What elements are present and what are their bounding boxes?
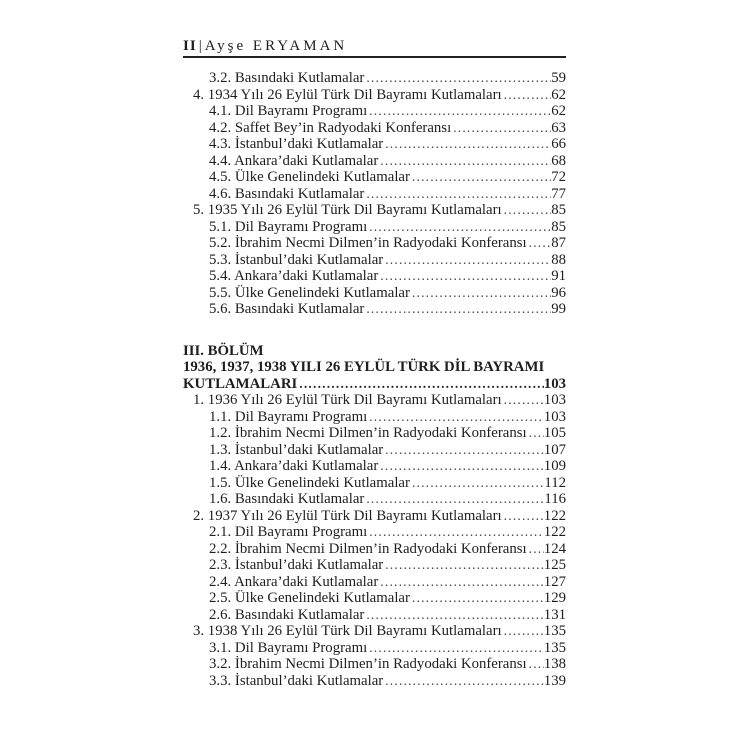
dot-leader (529, 541, 544, 558)
toc-entry-title: 4.5. Ülke Genelindeki Kutlamalar (209, 169, 410, 185)
toc-entry-page-number: 116 (544, 491, 566, 507)
toc-entry-title: 3.2. Basındaki Kutlamalar (209, 70, 365, 86)
dot-leader (504, 202, 552, 219)
toc-entry (183, 673, 566, 690)
toc-entry-title: 1.1. Dil Bayramı Programı (209, 408, 368, 425)
toc-entry-title: 3.2. İbrahim Necmi Dilmen’in Radyodaki Konferansı (209, 656, 527, 672)
dot-leader (504, 392, 544, 409)
toc-entry-title: 1. 1936 Yılı 26 Eylül Türk Dil Bayramı Kutlamaları (193, 392, 502, 408)
toc-entry-page-number: 103 (543, 408, 566, 425)
toc-entry (183, 359, 566, 376)
dot-leader (504, 508, 544, 525)
toc-entry-page-number: 66 (551, 136, 566, 152)
dot-leader (380, 268, 551, 285)
toc-entry-page-number: 135 (543, 639, 566, 656)
dot-leader (369, 524, 544, 541)
toc-entry-title: 3.3. İstanbul’daki Kutlamalar (209, 672, 384, 689)
dot-leader (385, 557, 544, 574)
toc-entry (183, 590, 566, 607)
toc-entry (183, 120, 566, 137)
dot-leader (504, 623, 544, 640)
toc-entry-page-number: 88 (551, 251, 566, 268)
dot-leader (299, 376, 544, 393)
toc-entry-title: 5. 1935 Yılı 26 Eylül Türk Dil Bayramı Kutlamaları (193, 202, 502, 218)
toc-entry-title: 5.1. Dil Bayramı Programı (209, 218, 368, 235)
toc-entry-page-number: 131 (543, 606, 566, 623)
toc-entry-page-number: 107 (543, 441, 566, 458)
toc-entry-title: 1.5. Ülke Genelindeki Kutlamalar (209, 474, 410, 491)
toc-entry (183, 392, 566, 409)
toc-entry-page-number: 109 (543, 458, 566, 474)
toc-entry (183, 153, 566, 170)
toc-entry (183, 640, 566, 657)
toc-entry (183, 623, 566, 640)
toc-entry (183, 425, 566, 442)
toc-entry (183, 524, 566, 541)
toc-entry-page-number: 135 (543, 623, 566, 639)
header-separator: | (198, 38, 202, 54)
toc-entry-page-number: 127 (543, 573, 566, 590)
toc-entry-page-number: 103 (543, 392, 566, 408)
dot-leader (504, 87, 552, 104)
toc-entry-page-number: 112 (544, 474, 566, 491)
toc-list (183, 70, 566, 689)
toc-entry (183, 136, 566, 153)
dot-leader (366, 607, 543, 624)
toc-entry-page-number: 124 (543, 540, 566, 557)
toc-entry-page-number: 125 (543, 557, 566, 573)
header-page-number: II (183, 38, 197, 54)
toc-entry-page-number: 68 (551, 152, 566, 169)
dot-leader (529, 425, 544, 442)
dot-leader (385, 673, 544, 690)
header-author-name: Ayşe ERYAMAN (204, 38, 348, 54)
toc-entry (183, 70, 566, 87)
toc-entry-page-number: 77 (551, 185, 566, 202)
toc-entry-title: 4.2. Saffet Bey’in Radyodaki Konferansı (209, 119, 452, 136)
dot-leader (366, 301, 551, 318)
toc-entry-page-number: 87 (551, 235, 566, 251)
dot-leader (366, 70, 551, 87)
toc-entry-title: 1.4. Ankara’daki Kutlamalar (209, 458, 379, 474)
toc-entry-page-number: 103 (543, 375, 566, 392)
toc-entry (183, 491, 566, 508)
dot-leader (412, 169, 551, 186)
toc-entry-title: 4. 1934 Yılı 26 Eylül Türk Dil Bayramı Kutlamaları (193, 86, 502, 103)
toc-entry-title: 1.3. İstanbul’daki Kutlamalar (209, 441, 384, 458)
toc-entry-page-number: 62 (551, 86, 566, 103)
toc-entry-title: 4.4. Ankara’daki Kutlamalar (209, 152, 379, 169)
toc-entry-page-number: 85 (551, 202, 566, 218)
toc-entry (183, 219, 566, 236)
toc-entry (183, 202, 566, 219)
toc-entry (183, 409, 566, 426)
dot-leader (366, 491, 544, 508)
toc-entry-title: 5.5. Ülke Genelindeki Kutlamalar (209, 284, 410, 301)
toc-entry-title: 2. 1937 Yılı 26 Eylül Türk Dil Bayramı Kutlamaları (193, 507, 502, 524)
toc-entry-title: 4.3. İstanbul’daki Kutlamalar (209, 136, 384, 152)
toc-entry (183, 169, 566, 186)
section-gap (183, 318, 566, 343)
dot-leader (380, 153, 551, 170)
dot-leader (369, 103, 551, 120)
toc-entry-page-number: 63 (551, 119, 566, 136)
toc-entry (183, 475, 566, 492)
toc-entry (183, 186, 566, 203)
toc-entry-title: 2.3. İstanbul’daki Kutlamalar (209, 557, 384, 573)
toc-entry-title: 1.6. Basındaki Kutlamalar (209, 491, 365, 507)
toc-entry (183, 103, 566, 120)
toc-entry-page-number: 129 (543, 590, 566, 606)
toc-entry-page-number: 59 (551, 70, 566, 86)
toc-entry-title: 2.4. Ankara’daki Kutlamalar (209, 573, 379, 590)
toc-entry-page-number: 99 (551, 301, 566, 317)
dot-leader (385, 442, 544, 459)
toc-entry (183, 442, 566, 459)
toc-entry-title: 1.2. İbrahim Necmi Dilmen’in Radyodaki Konferansı (209, 425, 527, 441)
toc-entry-title: 4.6. Basındaki Kutlamalar (209, 185, 365, 202)
dot-leader (412, 285, 551, 302)
page-content (183, 38, 566, 689)
toc-entry-title: 5.6. Basındaki Kutlamalar (209, 301, 365, 317)
dot-leader (385, 252, 551, 269)
toc-entry-page-number: 122 (543, 524, 566, 540)
toc-entry (183, 252, 566, 269)
dot-leader (529, 656, 544, 673)
dot-leader (380, 458, 544, 475)
toc-entry-title: 2.5. Ülke Genelindeki Kutlamalar (209, 590, 410, 606)
toc-entry-page-number: 122 (543, 507, 566, 524)
toc-entry (183, 541, 566, 558)
dot-leader (412, 475, 544, 492)
toc-entry (183, 376, 566, 393)
toc-entry-title: 5.4. Ankara’daki Kutlamalar (209, 268, 379, 284)
toc-entry-page-number: 72 (551, 169, 566, 185)
toc-entry-title: 2.1. Dil Bayramı Programı (209, 524, 368, 540)
dot-leader (369, 219, 551, 236)
toc-entry-title: 3. 1938 Yılı 26 Eylül Türk Dil Bayramı Kutlamaları (193, 623, 502, 639)
toc-entry (183, 557, 566, 574)
dot-leader (412, 590, 544, 607)
toc-entry (183, 343, 566, 360)
toc-entry (183, 508, 566, 525)
toc-entry-page-number: 105 (543, 425, 566, 441)
toc-entry-title: III. BÖLÜM (183, 342, 264, 359)
toc-entry-title: 3.1. Dil Bayramı Programı (209, 639, 368, 656)
toc-entry-page-number: 62 (551, 103, 566, 119)
toc-entry (183, 268, 566, 285)
toc-entry (183, 285, 566, 302)
toc-entry-title: 5.3. İstanbul’daki Kutlamalar (209, 251, 384, 268)
page-header (183, 38, 566, 58)
toc-entry-title: 5.2. İbrahim Necmi Dilmen’in Radyodaki Konferansı (209, 235, 527, 251)
dot-leader (369, 640, 544, 657)
dot-leader (380, 574, 544, 591)
toc-entry-page-number: 91 (551, 268, 566, 284)
dot-leader (385, 136, 551, 153)
toc-entry-title: 2.2. İbrahim Necmi Dilmen’in Radyodaki Konferansı (209, 540, 527, 557)
toc-entry-title: KUTLAMALARI (183, 375, 298, 392)
dot-leader (369, 409, 544, 426)
toc-entry-page-number: 85 (551, 218, 566, 235)
toc-entry (183, 301, 566, 318)
dot-leader (529, 235, 552, 252)
toc-entry-title: 4.1. Dil Bayramı Programı (209, 103, 368, 119)
toc-entry (183, 458, 566, 475)
dot-leader (366, 186, 551, 203)
toc-entry-title: 1936, 1937, 1938 YILI 26 EYLÜL TÜRK DİL BAYRAMI (183, 359, 545, 375)
toc-entry (183, 87, 566, 104)
toc-entry-page-number: 139 (543, 672, 566, 689)
toc-entry (183, 574, 566, 591)
toc-entry (183, 656, 566, 673)
toc-entry-page-number: 138 (543, 656, 566, 672)
toc-entry (183, 607, 566, 624)
toc-entry-page-number: 96 (551, 284, 566, 301)
toc-entry (183, 235, 566, 252)
dot-leader (453, 120, 551, 137)
toc-entry-title: 2.6. Basındaki Kutlamalar (209, 606, 365, 623)
